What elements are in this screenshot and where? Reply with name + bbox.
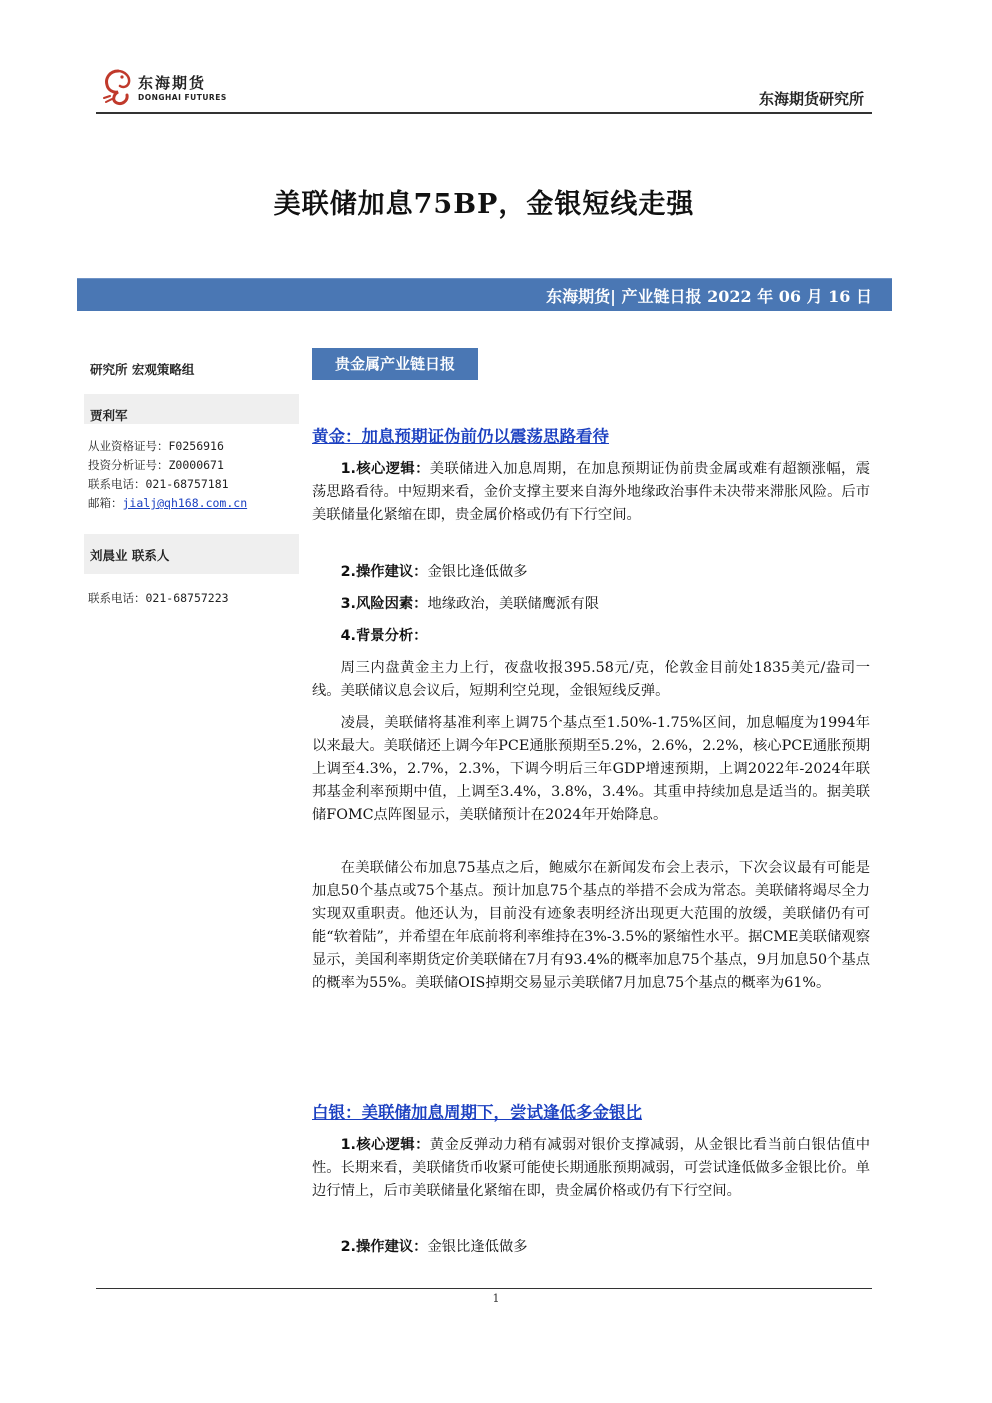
gold-section-heading[interactable]: 黄金：加息预期证伪前仍以震荡思路看待	[312, 427, 609, 446]
phone-line	[88, 476, 229, 492]
silver-section-heading[interactable]: 白银：美联储加息周期下，尝试逢低多金银比	[312, 1103, 642, 1122]
phone-label: 联系电话：	[88, 477, 146, 491]
silver-core-logic-text: 黄金反弹动力稍有减弱对银价支撑减弱，从金银比看当前白银估值中性。长期来看，美联储货币收紧可能使长期通胀预期减弱，可尝试逢低做多金银比价。单边行情上，后市美联储量化紧缩在即，贵金属价格或仍有下行空间。	[312, 1137, 870, 1199]
gold-background-label: 4.背景分析：	[340, 628, 428, 644]
qualification-label: 从业资格证号：	[88, 439, 169, 453]
email-line	[88, 495, 247, 511]
silver-core-logic-label: 1.核心逻辑：	[340, 1137, 430, 1153]
gold-risk-text: 地缘政治，美联储鹰派有限	[427, 596, 600, 612]
email-label: 邮箱：	[88, 496, 123, 510]
sidebar-group-title: 研究所 宏观策略组	[90, 362, 195, 377]
qualification-line	[88, 438, 224, 454]
gold-core-logic-label: 1.核心逻辑：	[340, 461, 430, 477]
contact-name: 刘晨业 联系人	[90, 548, 170, 563]
gold-background-p1: 周三内盘黄金主力上行，夜盘收报395.58元/克，伦敦金目前处1835美元/盎司一线。美联储议息会议后，短期利空兑现，金银短线反弹。	[312, 660, 870, 699]
investment-cert-number: Z0000671	[168, 458, 224, 472]
report-category-tag: 贵金属产业链日报	[312, 348, 478, 380]
logo-text-en: DONGHAI FUTURES	[138, 93, 227, 102]
phone-number: 021-68757181	[145, 477, 229, 491]
contact-phone-label: 联系电话：	[88, 591, 146, 605]
gold-advice	[312, 561, 870, 584]
header-divider	[96, 112, 872, 114]
investment-cert-label: 投资分析证号：	[88, 458, 169, 472]
logo-text-cn: 东海期货	[138, 74, 207, 92]
contact-phone-number: 021-68757223	[145, 591, 229, 605]
silver-advice-text: 金银比逢低做多	[427, 1239, 528, 1255]
dragon-logo-icon	[100, 68, 136, 106]
gold-background	[312, 625, 870, 648]
investment-cert-line	[88, 457, 224, 473]
gold-core-logic	[312, 458, 870, 527]
banner-text: 东海期货| 产业链日报 2022 年 06 月 16 日	[546, 287, 872, 306]
page-header	[96, 62, 872, 114]
institute-name: 东海期货研究所	[758, 90, 864, 108]
gold-risk-label: 3.风险因素：	[340, 596, 428, 612]
document-title: 美联储加息75BP，金银短线走强	[273, 189, 695, 220]
silver-advice	[312, 1236, 870, 1259]
analyst-name-box	[84, 394, 299, 424]
company-logo	[100, 68, 230, 108]
page-number: 1	[492, 1292, 500, 1305]
contact-name-box	[84, 534, 299, 574]
gold-background-p3: 在美联储公布加息75基点之后，鲍威尔在新闻发布会上表示，下次会议最有可能是加息50个基点或75个基点。预计加息75个基点的举措不会成为常态。美联储将竭尽全力实现双重职责。他还认为，目前没有迹象表明经济出现更大范围的放缓，美联储仍有可能“软着陆”，并希望在年底前将利率维持在3%-3.5%的紧缩性水平。据CME美联储观察显示，美国利率期货定价美联储在7月有93.4%的概率加息75个基点，9月加息50个基点的概率为55%。美联储OIS掉期交易显示美联储7月加息75个基点的概率为61%。	[312, 860, 870, 991]
gold-advice-label: 2.操作建议：	[340, 564, 428, 580]
silver-advice-label: 2.操作建议：	[340, 1239, 428, 1255]
gold-advice-text: 金银比逢低做多	[427, 564, 528, 580]
report-banner	[77, 278, 892, 311]
footer-divider	[96, 1288, 872, 1289]
contact-phone-line	[88, 590, 229, 606]
analyst-name: 贾利军	[90, 408, 128, 423]
email-link[interactable]: jialj@qh168.com.cn	[122, 496, 248, 510]
gold-risk	[312, 593, 870, 616]
gold-background-p2: 凌晨，美联储将基准利率上调75个基点至1.50%-1.75%区间，加息幅度为1994年以来最大。美联储还上调今年PCE通胀预期至5.2%，2.6%，2.2%，核心PCE通胀预期上调至4.3%，2.7%，2.3%，下调今明后三年GDP增速预期，上调2022年-2024年联邦基金利率预期中值，上调至3.4%，3.8%，3.4%。其重申持续加息是适当的。据美联储FOMC点阵图显示，美联储预计在2024年开始降息。	[312, 715, 870, 823]
gold-core-logic-text: 美联储进入加息周期，在加息预期证伪前贵金属或难有超额涨幅，震荡思路看待。中短期来看，金价支撑主要来自海外地缘政治事件未决带来滞胀风险。后市美联储量化紧缩在即，贵金属价格或仍有下行空间。	[312, 461, 870, 523]
silver-core-logic	[312, 1134, 870, 1203]
qualification-number: F0256916	[168, 439, 224, 453]
